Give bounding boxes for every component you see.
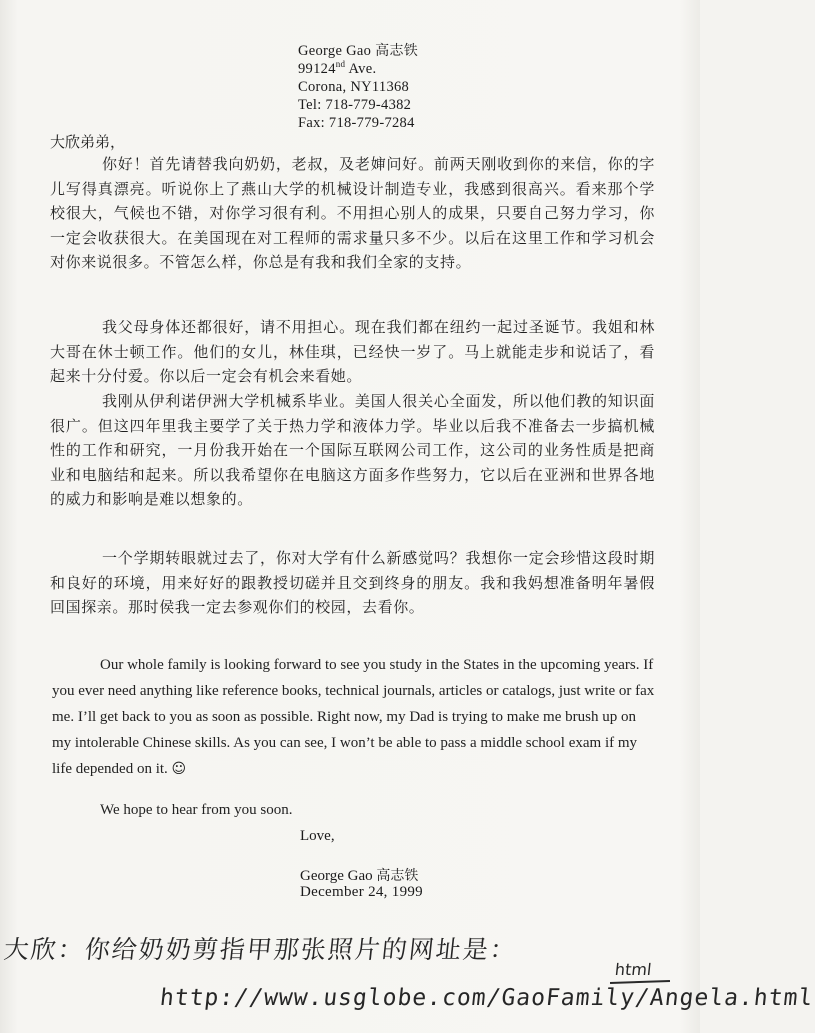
chinese-paragraph-1 <box>50 152 655 275</box>
paragraph-text: 我刚从伊利诺伊洲大学机械系毕业。美国人很关心全面发，所以他们教的知识面很广。但这四年里我主要学了关于热力学和液体力学。毕业以后我不准备去一步搞机械性的工作和研究，一月份我开始在一个国际互联网公司工作，这公司的业务性质是把商业和电脑结和起来。所以我希望你在电脑这方面多作些努力，它以后在亚洲和世界各地的威力和影响是难以想象的。 <box>50 392 655 508</box>
english-paragraph-1 <box>52 652 657 782</box>
paragraph-text: 一个学期转眼就过去了，你对大学有什么新感觉吗？我想你一定会珍惜这段时期和良好的环境，用来好好的跟教授切磋并且交到终身的朋友。我和我妈想准备明年暑假回国探亲。那时侯我一定去参观你们的校园，去看你。 <box>50 549 655 616</box>
closing: Love, <box>300 828 335 844</box>
sender-address-block <box>298 42 418 132</box>
paragraph-text: 你好！首先请替我向奶奶，老叔，及老婶问好。前两天刚收到你的来信，你的字儿写得真漂亮。听说你上了燕山大学的机械设计制造专业，我感到很高兴。看来那个学校很大，气候也不错，对你学习很有利。不用担心别人的成果，只要自己努力学习，你一定会收获很大。在美国现在对工程师的需求量只多不少。以后在这里工作和学习机会对你来说很多。不管怎么样，你总是有我和我们全家的支持。 <box>50 155 655 271</box>
sender-street <box>298 60 418 78</box>
sender-name-chinese: 高志铁 <box>375 43 419 59</box>
street-suffix: nd <box>335 59 346 69</box>
paragraph-text: We hope to hear from you soon. <box>100 802 293 818</box>
sender-name: George Gao <box>298 43 372 59</box>
smiley-icon: ☺ <box>171 761 187 777</box>
signature-name-chinese: 高志铁 <box>376 868 419 884</box>
chinese-paragraph-3 <box>50 389 655 512</box>
handwritten-overline <box>610 980 670 984</box>
paragraph-text-wrap <box>52 652 657 782</box>
signature-name: George Gao <box>300 868 373 884</box>
paragraph-text: Our whole family is looking forward to see you study in the States in the upcoming years. If you ever need anything like reference books, technical journals, articles or catalogs, just write or fax me. I’ll get back to you as soon as possible. Right now, my Dad is trying to make me brush up on my intolerable Chinese skills. As you can see, I won’t be able to pass a middle school exam if my life depended on it. <box>52 657 655 777</box>
handwritten-html-correction: html <box>614 960 653 979</box>
sender-name-line <box>298 42 418 60</box>
greeting: 大欣弟弟， <box>50 133 126 151</box>
signature-date: December 24, 1999 <box>300 884 423 900</box>
street-type: Ave. <box>345 61 377 77</box>
street-number: 99124 <box>298 61 336 77</box>
chinese-paragraph-2 <box>50 315 655 389</box>
handwritten-note-line-1: 大欣：你给奶奶剪指甲那张照片的网址是： <box>2 935 519 964</box>
paragraph-text: 我父母身体还都很好，请不用担心。现在我们都在纽约一起过圣诞节。我姐和林大哥在休士顿工作。他们的女儿，林佳琪，已经快一岁了。马上就能走步和说话了，看起来十分付爱。你以后一定会有机会来看她。 <box>50 318 655 385</box>
handwritten-url: http://www.usglobe.com/GaoFamily/Angela.html <box>158 985 815 1011</box>
english-paragraph-2 <box>52 797 657 823</box>
sender-fax: Fax: 718-779-7284 <box>298 115 415 131</box>
signature-name-line <box>300 865 418 885</box>
sender-city: Corona, NY11368 <box>298 79 410 95</box>
sender-tel: Tel: 718-779-4382 <box>298 97 412 113</box>
chinese-paragraph-4 <box>50 546 655 620</box>
